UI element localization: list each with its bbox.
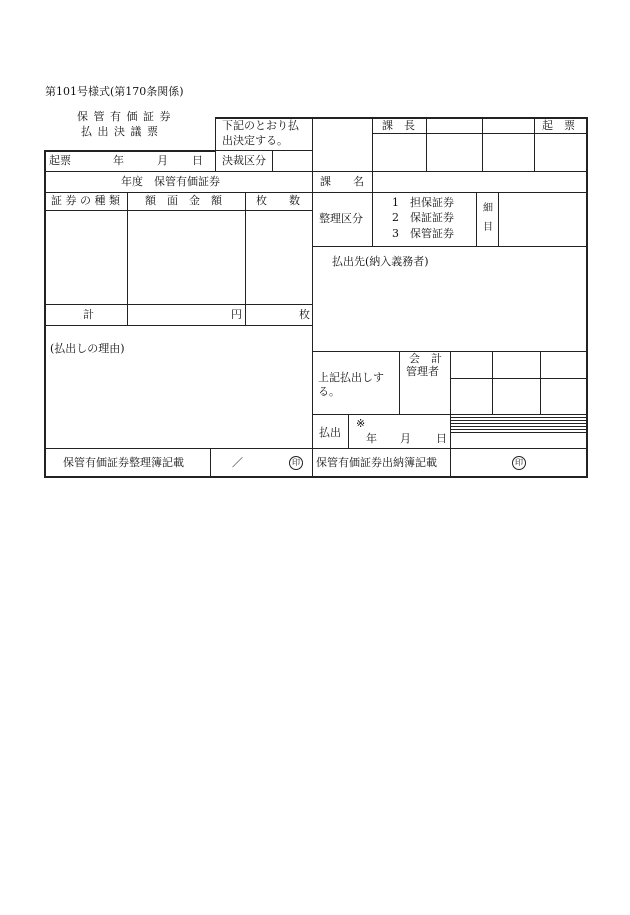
haraidashi-month: 月 [400,432,411,445]
v-492 [492,351,493,414]
border-bottom [44,476,588,478]
footer-left-label: 保管有価証券整理簿記載 [63,456,184,469]
v-482 [482,117,483,171]
border-top-left [44,150,216,152]
v-348 [348,414,349,448]
total-mai: 枚 [299,308,310,321]
v-210-footer [210,448,211,477]
seiri-item-1: 1 担保証券 [392,196,454,209]
nendo-label: 年度 保管有価証券 [121,175,220,188]
h-133 [372,133,587,134]
saimoku-1: 細 [483,203,493,214]
v-426 [426,117,427,171]
kacho-label: 課 長 [382,119,415,132]
form-id: 第101号様式(第170条関係) [45,85,184,98]
kihyo-day: 日 [192,154,203,167]
h-246 [312,246,588,247]
payee-label: 払出先(納入義務者) [332,255,429,268]
seal-icon: 印 [289,456,303,470]
seal-icon: 印 [512,456,526,470]
haraidashi-label: 払出 [319,426,341,439]
v-245 [245,192,246,325]
kihyo-label: 起票 [49,154,71,167]
border-left [44,150,46,477]
h-210 [44,210,312,211]
total-label: 計 [83,308,94,321]
col-amount: 額 面 金 額 [145,194,222,207]
h-414 [312,414,588,415]
hatch-4 [450,426,588,427]
seiri-item-3: 3 保管証券 [392,227,454,240]
kihyo-month: 月 [157,154,168,167]
jouki-line2: る。 [318,385,340,398]
kaikei-line1: 会 計 [409,352,442,365]
h-325 [44,325,312,326]
v-372-kamei [372,171,373,192]
h-150-mid [215,150,312,151]
hatch-6 [450,432,588,433]
v-476 [476,192,477,246]
hatch-5 [450,429,588,430]
v-399 [399,351,400,414]
footer-slash: ／ [232,456,243,469]
decision-line1: 下記のとおり払 [222,119,299,132]
seiri-item-2: 2 保証証券 [392,211,454,224]
col-type: 証 券 の 種 類 [51,194,120,207]
kaikei-line2: 管理者 [406,365,439,378]
kihyo-right-label: 起 票 [542,119,575,132]
jouki-line1: 上記払出しす [318,371,384,384]
v-127 [127,192,128,325]
form-title-line2: 払 出 決 議 票 [81,125,159,138]
hatch-3 [450,423,588,424]
h-378 [450,378,588,379]
v-372 [372,117,373,171]
kihyo-year: 年 [113,154,124,167]
h-171 [44,171,588,172]
seiri-label: 整理区分 [319,212,363,225]
kessai-label: 決裁区分 [222,154,266,167]
h-448 [44,448,588,449]
h-192 [44,192,588,193]
hatch-1 [450,417,588,418]
haraidashi-year: 年 [366,432,377,445]
v-540 [540,351,541,414]
ka-name-label: 課 名 [320,175,364,188]
v-272 [272,150,273,171]
reason-label: (払出しの理由) [50,342,125,355]
saimoku-2: 目 [483,222,493,233]
haraidashi-mark: ※ [356,417,366,430]
footer-right-label: 保管有価証券出納簿記載 [316,456,437,469]
total-yen: 円 [231,308,242,321]
v-534 [534,117,535,171]
form-title-line1: 保 管 有 価 証 券 [77,110,172,123]
v-372-seiri [372,192,373,246]
decision-line2: 出決定する。 [222,134,288,147]
hatch-2 [450,420,588,421]
h-304 [44,304,312,305]
v-498 [498,192,499,246]
haraidashi-day: 日 [436,432,447,445]
col-count: 枚 数 [256,194,300,207]
v-215 [215,117,216,171]
